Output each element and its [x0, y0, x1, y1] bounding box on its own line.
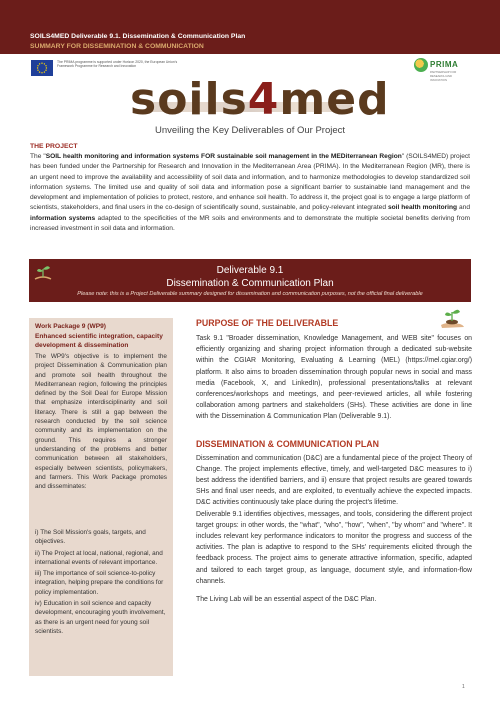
deliverable-note: Please note: this is a Project Deliverable summary designed for dissemination and communication purposes, not the official final deliverable — [77, 291, 423, 297]
brand-part-4: 4 — [247, 74, 280, 125]
project-heading: THE PROJECT — [30, 143, 78, 150]
list-item: ii) The Project at local, national, regional, and international events of relevant importance. — [35, 549, 163, 566]
list-item: i) The Soil Mission's goals, targets, and objectives. — [35, 529, 146, 546]
deliverable-subtitle: Dissemination & Communication Plan — [166, 278, 334, 289]
project-text-and: and — [457, 204, 470, 212]
project-text-main: " (SOILS4MED) project has been funded under the Partnership for Research and Innovation in the Mediterranean Area (PRIMA). In the Mediterranean Region (MR), there is an urgent need to improve the availability and accessibility of soil data and information, and to harmonize methodologies to develop standardized soil information systems. The limited use and quality of soil data and information pose a significant barrier to sustainable land management and the development and implementation of policies to protect, restore, and enhance soil health. To address it, the project goal is to engage a large platform of scientists, stakeholders, and final users in the co-design of scientifically sound, sustainable, and policy-relevant integrated — [30, 153, 470, 212]
header-subtitle: SUMMARY FOR DISSEMINATION & COMMUNICATION — [30, 43, 204, 50]
purpose-text: Task 9.1 "Broader dissemination, Knowledge Management, and WEB site" focuses on efficiently organizing and sharing project information through a dedicated sub-website within the CGIAR Monitoring, Evaluating & Learning (MEL) (https://mel.cgiar.org/) platform. It also aims to broaden dissemination through popular news in social and mass media (Facebook, X, and LinkedIn), professional presentations/talks at relevant conferences/workshops and meetings, and peer-reviewed articles, all while fostering collaboration among partners and stakeholders (SHs). These activities are done in line with the Dissemination & Communication Plan (Deliverable 9.1). — [196, 335, 472, 421]
project-text-intro: The " — [30, 153, 46, 160]
project-full-title: SOIL health monitoring and information systems FOR sustainable soil management in the MEDiterranean Region — [45, 153, 402, 160]
project-paragraph — [30, 152, 470, 234]
deliverable-band — [29, 259, 471, 302]
dc-plan-p1: Dissemination and communication (D&C) are a fundamental piece of the project Theory of Change. The project implements effective, timely, and well-targeted D&C measures to i) best address the identified barriers, and ii) ensure that project results are geared towards SHs and final user needs, and are exploited, to eventually achieve the expected impacts. D&C activities continuously take place during the project's lifetime. — [196, 454, 472, 507]
header-title: SOILS4MED Deliverable 9.1. Dissemination & Communication Plan — [30, 33, 246, 40]
main-column — [196, 318, 472, 605]
purpose-heading: PURPOSE OF THE DELIVERABLE — [196, 318, 339, 328]
list-item: iv) Education in soil science and capacity development, encouraging youth involvement, as there is an urgent need for young soil scientists. — [35, 600, 166, 635]
deliverable-title: Deliverable 9.1 — [216, 265, 284, 276]
wp-title: Work Package 9 (WP9) — [35, 323, 106, 330]
prima-name: PRIMA — [430, 60, 459, 69]
funding-note: The PRIMA programme is supported under Horizon 2020, the European Union's Framework Programme for Research and Innovation — [57, 60, 178, 69]
header-band — [0, 0, 500, 54]
tagline: Unveiling the Key Deliverables of Our Project — [154, 125, 346, 136]
eu-flag-icon — [31, 60, 53, 76]
brand-part-med: med — [279, 74, 390, 125]
project-bold-monitoring: soil health monitoring — [387, 204, 458, 212]
wp-subtitle: Enhanced scientific integration, capacity development & dissemination — [35, 333, 163, 349]
prima-logo-icon — [414, 58, 460, 82]
brand-logo — [130, 72, 390, 128]
wp-text: The WP9's objective is to implement the project Dissemination & Communication plan and promote soil health throughout the Mediterranean region, following the principles defined by the Soil Deal for Europe Mission that emphasize interdisciplinarity and soil literacy. There is still a gap between the research conducted by the soil science community and its implementation on the ground. This requires a stronger understanding of the problems and better communication between all stakeholders, especially between scientists, policymakers, and farmers. This Work Package promotes and disseminates: — [35, 353, 167, 491]
prima-mark — [414, 58, 428, 72]
dc-plan-heading: DISSEMINATION & COMMUNICATION PLAN — [196, 438, 379, 449]
dc-plan-p2: Deliverable 9.1 identifies objectives, messages, and tools, considering the different project target groups: in other words, the "what", "who", "how", "when", "by whom" and "where". It includes relevant key performance indicators to monitor the progress and success of the activities. The plan is adaptive to respond to the SHs' requirements elicited through the feedback process. The project aims to generate attractive information, specific, adapted and tailored to each target group, as language, document style, and information-flow channels. — [196, 510, 472, 585]
wp-sidebar — [29, 318, 173, 676]
list-item: iii) The importance of soil science-to-policy integration, helping prepare the conditions for policy implementation. — [35, 570, 164, 596]
prima-subtitle: PARTNERSHIP FOR RESEARCH AND INNOVATION — [430, 70, 457, 82]
page-number: 1 — [462, 684, 465, 690]
brand-wordmark — [130, 72, 390, 128]
brand-part-soils: soils — [130, 74, 248, 125]
project-bold-information: information systems — [30, 214, 96, 222]
project-text-end: adapted to the specificities of the MR soils and environments and to demonstrate the multiple societal benefits deriving from increased investment in soil data and information. — [30, 214, 470, 233]
wp-list — [35, 528, 167, 638]
dc-plan-p3: The Living Lab will be an essential aspect of the D&C Plan. — [196, 596, 377, 604]
